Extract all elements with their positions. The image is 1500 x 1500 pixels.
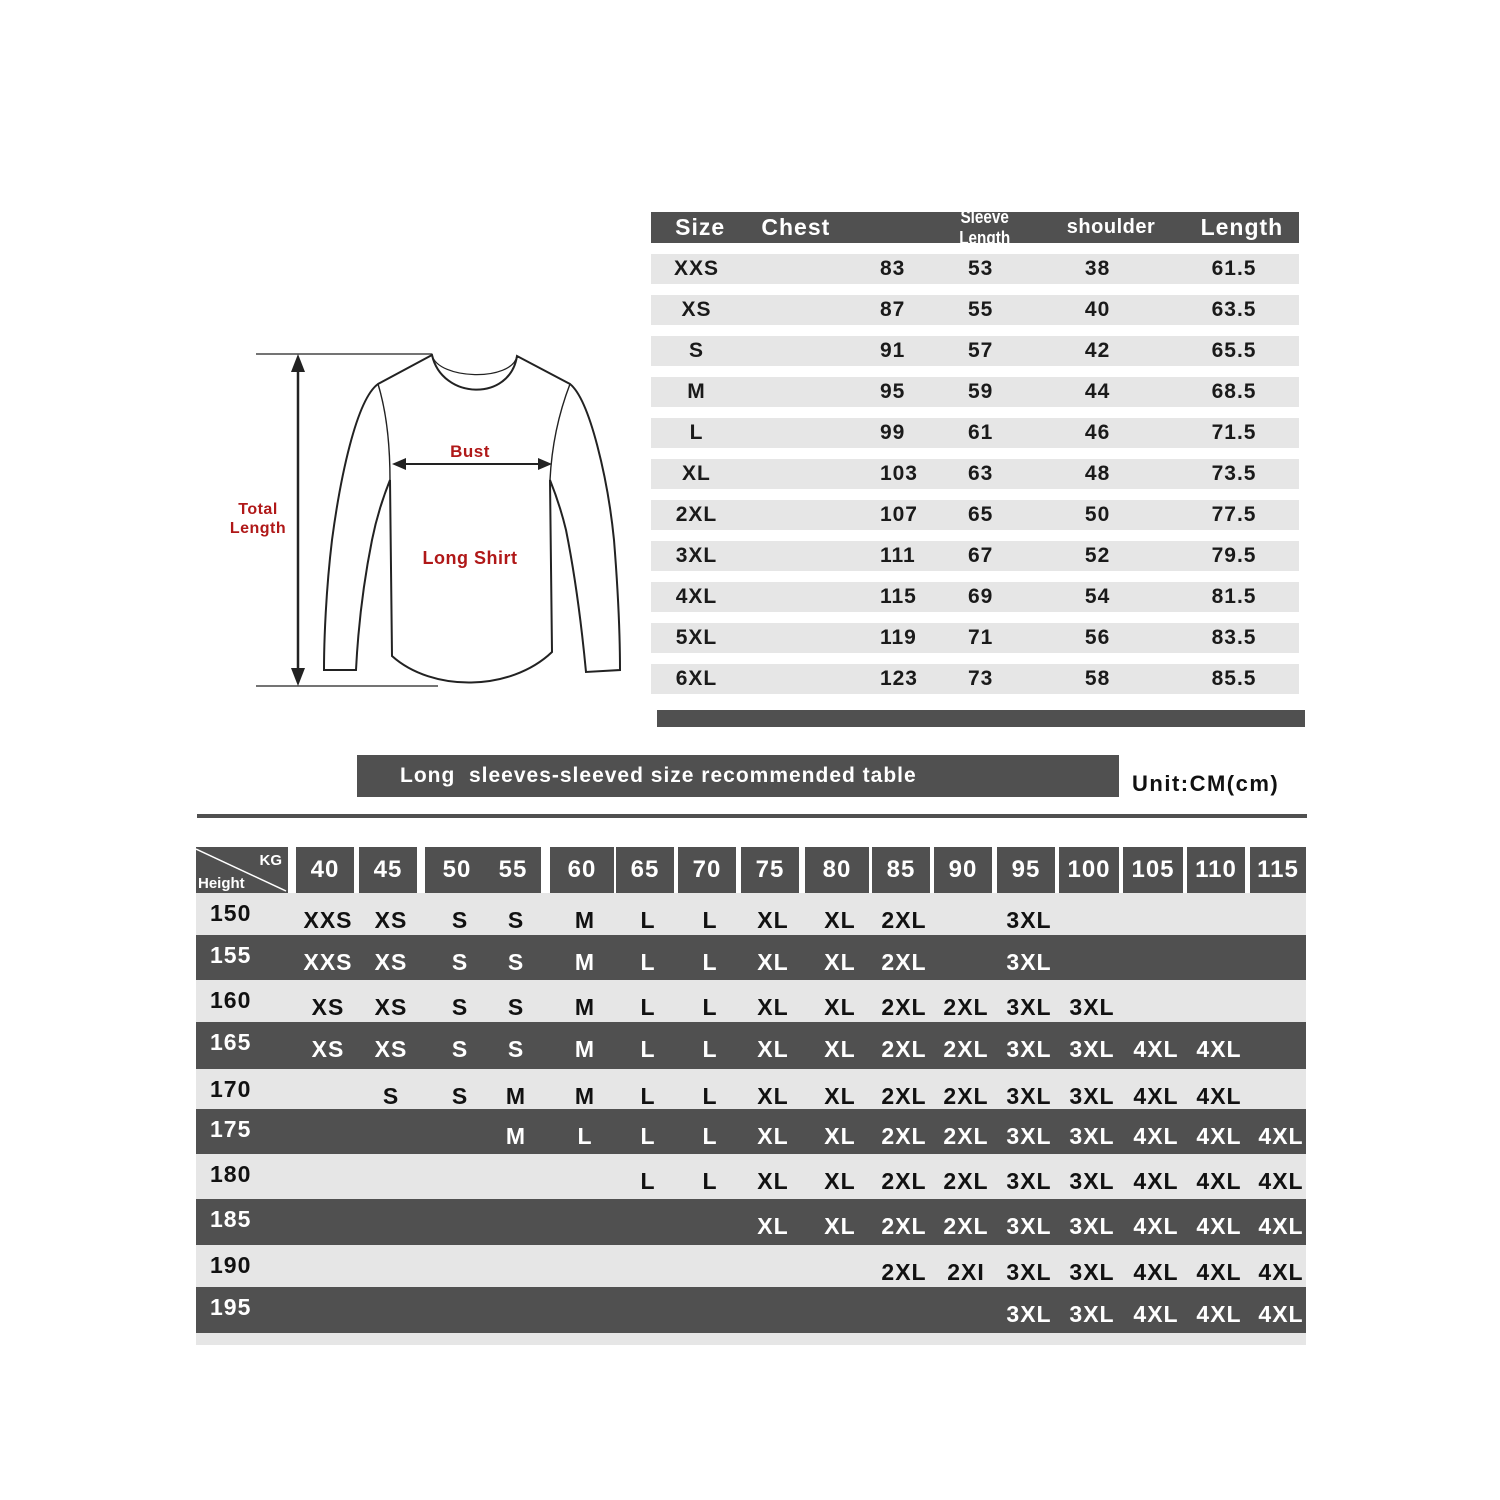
recommended-size: 4XL <box>1133 1168 1179 1194</box>
header-chest: Chest <box>761 214 831 240</box>
table-cell: 4XL <box>675 585 718 608</box>
table-row <box>196 1069 1306 1109</box>
recommendation-rows <box>196 893 1306 1345</box>
height-value: 175 <box>210 1116 252 1142</box>
table-cell: 77.5 <box>1211 503 1257 526</box>
table-row <box>651 582 1299 612</box>
divider <box>197 814 1307 818</box>
height-value: 150 <box>210 900 252 926</box>
table-cell: 95 <box>879 380 906 403</box>
recommended-size: XL <box>757 907 789 933</box>
recommended-size: M <box>505 1123 527 1149</box>
recommended-size: XL <box>824 907 856 933</box>
height-value: 165 <box>210 1029 252 1055</box>
table-cell: 81.5 <box>1211 585 1257 608</box>
weight-header-cell: 65 <box>616 847 674 893</box>
grid-bottom-strip <box>196 1333 1306 1345</box>
table-cell: 56 <box>1084 626 1111 649</box>
recommended-size: L <box>640 1036 656 1062</box>
recommended-size: L <box>640 994 656 1020</box>
recommended-size: XL <box>757 994 789 1020</box>
recommended-size: XL <box>757 1123 789 1149</box>
recommended-size: XL <box>824 1083 856 1109</box>
recommended-size: 2XL <box>881 949 927 975</box>
recommended-size: L <box>702 1083 718 1109</box>
bust-label: Bust <box>450 442 490 461</box>
size-table-header <box>651 206 1299 248</box>
table-cell: 61 <box>967 421 994 444</box>
table-cell: 59 <box>967 380 994 403</box>
table-cell: 63 <box>967 462 994 485</box>
recommended-size: 4XL <box>1133 1301 1179 1327</box>
recommended-size: 4XL <box>1258 1123 1304 1149</box>
header-size: Size <box>675 214 726 240</box>
recommended-size: 4XL <box>1196 1123 1242 1149</box>
recommended-size: 3XL <box>1006 1213 1052 1239</box>
recommended-size: XL <box>757 1168 789 1194</box>
table-row <box>196 1245 1306 1287</box>
weight-header-cell: 90 <box>934 847 992 893</box>
recommended-size: 2XL <box>943 1168 989 1194</box>
recommended-size: 4XL <box>1133 1259 1179 1285</box>
table-cell: 85.5 <box>1211 667 1257 690</box>
recommended-size: S <box>451 1083 469 1109</box>
recommended-size: M <box>505 1083 527 1109</box>
recommended-size: S <box>451 1036 469 1062</box>
recommended-size: XL <box>757 1213 789 1239</box>
table-cell: 83.5 <box>1211 626 1257 649</box>
recommended-size: 3XL <box>1006 1123 1052 1149</box>
recommended-size: 4XL <box>1258 1301 1304 1327</box>
size-recommendation-grid <box>196 847 1306 1345</box>
height-value: 190 <box>210 1252 252 1278</box>
table-cell: 71 <box>967 626 994 649</box>
table-cell: 50 <box>1084 503 1111 526</box>
recommended-size: L <box>702 1168 718 1194</box>
table-cell: 48 <box>1084 462 1111 485</box>
recommended-size: 3XL <box>1006 1301 1052 1327</box>
recommended-size: 3XL <box>1006 994 1052 1020</box>
table-cell: 6XL <box>675 667 718 690</box>
height-value: 185 <box>210 1206 252 1232</box>
table-cell: 5XL <box>675 626 718 649</box>
table-cell: 73.5 <box>1211 462 1257 485</box>
recommended-size: 4XL <box>1196 1259 1242 1285</box>
recommended-size: 2XL <box>881 1083 927 1109</box>
recommended-size: 3XL <box>1069 1259 1115 1285</box>
table-cell: 87 <box>879 298 906 321</box>
weight-header-cell: 110 <box>1187 847 1245 893</box>
recommended-size: M <box>574 1083 596 1109</box>
table-row <box>196 1109 1306 1154</box>
table-cell: XS <box>681 298 712 321</box>
recommended-size: 4XL <box>1258 1168 1304 1194</box>
table-cell: 42 <box>1084 339 1111 362</box>
recommended-size: 3XL <box>1069 1168 1115 1194</box>
recommended-size: 2XL <box>881 1259 927 1285</box>
table-cell: 79.5 <box>1211 544 1257 567</box>
recommended-size: S <box>507 994 525 1020</box>
long-shirt-label: Long Shirt <box>422 548 518 568</box>
recommended-size: L <box>640 907 656 933</box>
recommended-size: 4XL <box>1196 1168 1242 1194</box>
recommended-size: 4XL <box>1133 1083 1179 1109</box>
recommended-size: S <box>382 1083 400 1109</box>
weight-header-cell: 75 <box>741 847 799 893</box>
weight-header-cell: 40 <box>296 847 354 893</box>
weight-header-cell: 50 <box>425 847 489 893</box>
table-cell: S <box>688 339 704 362</box>
total-length-label-line2: Length <box>229 520 287 537</box>
recommended-size: L <box>640 949 656 975</box>
recommended-size: S <box>451 907 469 933</box>
recommended-size: 3XL <box>1069 1301 1115 1327</box>
recommended-size: XL <box>824 1036 856 1062</box>
weight-header-cell: 95 <box>997 847 1055 893</box>
weight-header-cell: 55 <box>485 847 541 893</box>
recommended-size: XL <box>824 1123 856 1149</box>
recommended-size: XS <box>374 949 408 975</box>
table-row <box>651 295 1299 325</box>
recommended-size: 3XL <box>1069 1213 1115 1239</box>
size-table-body <box>651 254 1299 694</box>
recommended-size: 4XL <box>1258 1259 1304 1285</box>
recommended-size: 3XL <box>1069 994 1115 1020</box>
recommended-size: 3XL <box>1069 1123 1115 1149</box>
recommended-size: 2XL <box>943 1083 989 1109</box>
height-value: 170 <box>210 1076 252 1102</box>
size-table-footer-bar <box>657 710 1305 727</box>
recommended-size: 4XL <box>1196 1301 1242 1327</box>
table-row <box>651 377 1299 407</box>
table-row <box>196 1287 1306 1333</box>
recommended-size: L <box>640 1168 656 1194</box>
recommended-size: 3XL <box>1006 1168 1052 1194</box>
table-cell: 57 <box>967 339 994 362</box>
recommended-size: 4XL <box>1133 1036 1179 1062</box>
total-length-label <box>218 500 298 538</box>
table-cell: 69 <box>967 585 994 608</box>
table-cell: 55 <box>967 298 994 321</box>
recommended-size: XL <box>757 949 789 975</box>
height-label: Height <box>198 875 245 892</box>
unit-label: Unit:CM(cm) <box>1132 771 1280 796</box>
table-cell: 65.5 <box>1211 339 1257 362</box>
table-cell: 103 <box>879 462 918 485</box>
recommended-size: XL <box>824 1213 856 1239</box>
table-cell: 40 <box>1084 298 1111 321</box>
recommended-size: 3XL <box>1006 1036 1052 1062</box>
weight-header-cell: 85 <box>872 847 930 893</box>
recommended-size: 3XL <box>1069 1036 1115 1062</box>
weight-header-cell: 45 <box>359 847 417 893</box>
table-cell: 38 <box>1084 257 1111 280</box>
header-length: Length <box>1200 214 1284 240</box>
table-cell: 53 <box>967 257 994 280</box>
recommended-size: XL <box>824 949 856 975</box>
table-row <box>196 1199 1306 1245</box>
recommended-size: XL <box>757 1036 789 1062</box>
height-kg-corner-cell <box>196 847 288 893</box>
recommended-size: XS <box>374 1036 408 1062</box>
table-row <box>196 1154 1306 1199</box>
recommended-size: S <box>451 994 469 1020</box>
table-cell: 63.5 <box>1211 298 1257 321</box>
recommended-size: 4XL <box>1133 1213 1179 1239</box>
table-cell: 71.5 <box>1211 421 1257 444</box>
recommended-size: 3XL <box>1006 949 1052 975</box>
table-cell: 58 <box>1084 667 1111 690</box>
recommended-size: 2XL <box>881 994 927 1020</box>
recommended-size: L <box>577 1123 593 1149</box>
table-row <box>196 1022 1306 1069</box>
recommended-size: S <box>507 1036 525 1062</box>
table-row <box>651 254 1299 284</box>
table-cell: 52 <box>1084 544 1111 567</box>
recommended-size: 2XL <box>943 1036 989 1062</box>
table-cell: M <box>687 380 706 403</box>
weight-header-row <box>196 847 1306 893</box>
recommended-size: 3XL <box>1006 907 1052 933</box>
recommended-size: 3XL <box>1069 1083 1115 1109</box>
recommended-size: S <box>507 949 525 975</box>
table-cell: 67 <box>967 544 994 567</box>
table-row <box>196 980 1306 1022</box>
recommended-size: XL <box>824 994 856 1020</box>
table-row <box>651 459 1299 489</box>
recommended-size: 4XL <box>1133 1123 1179 1149</box>
recommended-size: 2XL <box>881 1123 927 1149</box>
recommended-size: L <box>702 1036 718 1062</box>
table-cell: 65 <box>967 503 994 526</box>
table-row <box>196 893 1306 935</box>
total-length-label-line1: Total <box>238 501 278 518</box>
size-measurement-table <box>651 206 1299 694</box>
recommend-table-title: Long sleeves-sleeved size recommended table <box>400 764 917 787</box>
table-cell: 44 <box>1084 380 1111 403</box>
kg-label: KG <box>259 852 282 869</box>
table-cell: 83 <box>879 257 906 280</box>
table-cell: 111 <box>879 544 916 567</box>
recommended-size: 4XL <box>1196 1036 1242 1062</box>
recommended-size: L <box>640 1123 656 1149</box>
recommended-size: 2XL <box>881 1168 927 1194</box>
weight-header-cell: 100 <box>1059 847 1119 893</box>
recommended-size: L <box>702 994 718 1020</box>
table-cell: 46 <box>1084 421 1111 444</box>
recommended-size: XL <box>824 1168 856 1194</box>
recommended-size: L <box>702 949 718 975</box>
recommended-size: 2XL <box>881 1036 927 1062</box>
table-cell: 91 <box>879 339 906 362</box>
recommended-size: M <box>574 994 596 1020</box>
table-row <box>196 935 1306 980</box>
recommended-size: XS <box>374 994 408 1020</box>
table-cell: 61.5 <box>1211 257 1257 280</box>
recommended-size: XS <box>311 1036 345 1062</box>
table-cell: 123 <box>879 667 918 690</box>
weight-header-cell: 115 <box>1250 847 1306 893</box>
table-row <box>651 418 1299 448</box>
recommended-size: 4XL <box>1258 1213 1304 1239</box>
header-sleeve-length: Sleeve Length <box>959 206 1011 248</box>
recommended-size: M <box>574 907 596 933</box>
recommended-size: 4XL <box>1196 1083 1242 1109</box>
table-row <box>651 500 1299 530</box>
recommended-size: 2XL <box>943 1123 989 1149</box>
recommended-size: 2XL <box>881 1213 927 1239</box>
recommended-size: 3XL <box>1006 1259 1052 1285</box>
header-shoulder: shoulder <box>1066 216 1156 238</box>
table-cell: 73 <box>967 667 994 690</box>
table-row <box>651 541 1299 571</box>
table-cell: 107 <box>879 503 918 526</box>
recommended-size: XS <box>374 907 408 933</box>
table-cell: L <box>689 421 704 444</box>
table-cell: 68.5 <box>1211 380 1257 403</box>
height-value: 195 <box>210 1294 252 1320</box>
recommended-size: S <box>507 907 525 933</box>
weight-header-cell: 105 <box>1123 847 1183 893</box>
table-cell: 115 <box>879 585 917 608</box>
recommended-size: L <box>640 1083 656 1109</box>
recommended-size: M <box>574 949 596 975</box>
recommended-size: S <box>451 949 469 975</box>
table-cell: XL <box>682 462 711 485</box>
height-value: 155 <box>210 942 252 968</box>
table-cell: 99 <box>879 421 906 444</box>
weight-header-cell: 80 <box>805 847 869 893</box>
table-cell: XXS <box>673 257 719 280</box>
weight-header-cell: 60 <box>550 847 614 893</box>
recommend-table-banner <box>357 755 1119 797</box>
table-row <box>651 623 1299 653</box>
height-value: 160 <box>210 987 252 1013</box>
shirt-diagram <box>210 340 640 700</box>
table-cell: 119 <box>879 626 917 649</box>
recommended-size: 3XL <box>1006 1083 1052 1109</box>
recommended-size: L <box>702 907 718 933</box>
recommended-size: 2XI <box>947 1259 985 1285</box>
recommended-size: 2XL <box>943 1213 989 1239</box>
table-cell: 54 <box>1084 585 1111 608</box>
recommended-size: XXS <box>303 949 353 975</box>
recommended-size: XXS <box>303 907 353 933</box>
table-row <box>651 336 1299 366</box>
table-cell: 3XL <box>675 544 718 567</box>
recommended-size: 4XL <box>1196 1213 1242 1239</box>
recommended-size: M <box>574 1036 596 1062</box>
recommended-size: 2XL <box>943 994 989 1020</box>
height-value: 180 <box>210 1161 252 1187</box>
table-cell: 2XL <box>675 503 718 526</box>
table-row <box>651 664 1299 694</box>
weight-header-cell: 70 <box>678 847 736 893</box>
recommended-size: L <box>702 1123 718 1149</box>
recommended-size: XL <box>757 1083 789 1109</box>
recommended-size: 2XL <box>881 907 927 933</box>
recommended-size: XS <box>311 994 345 1020</box>
